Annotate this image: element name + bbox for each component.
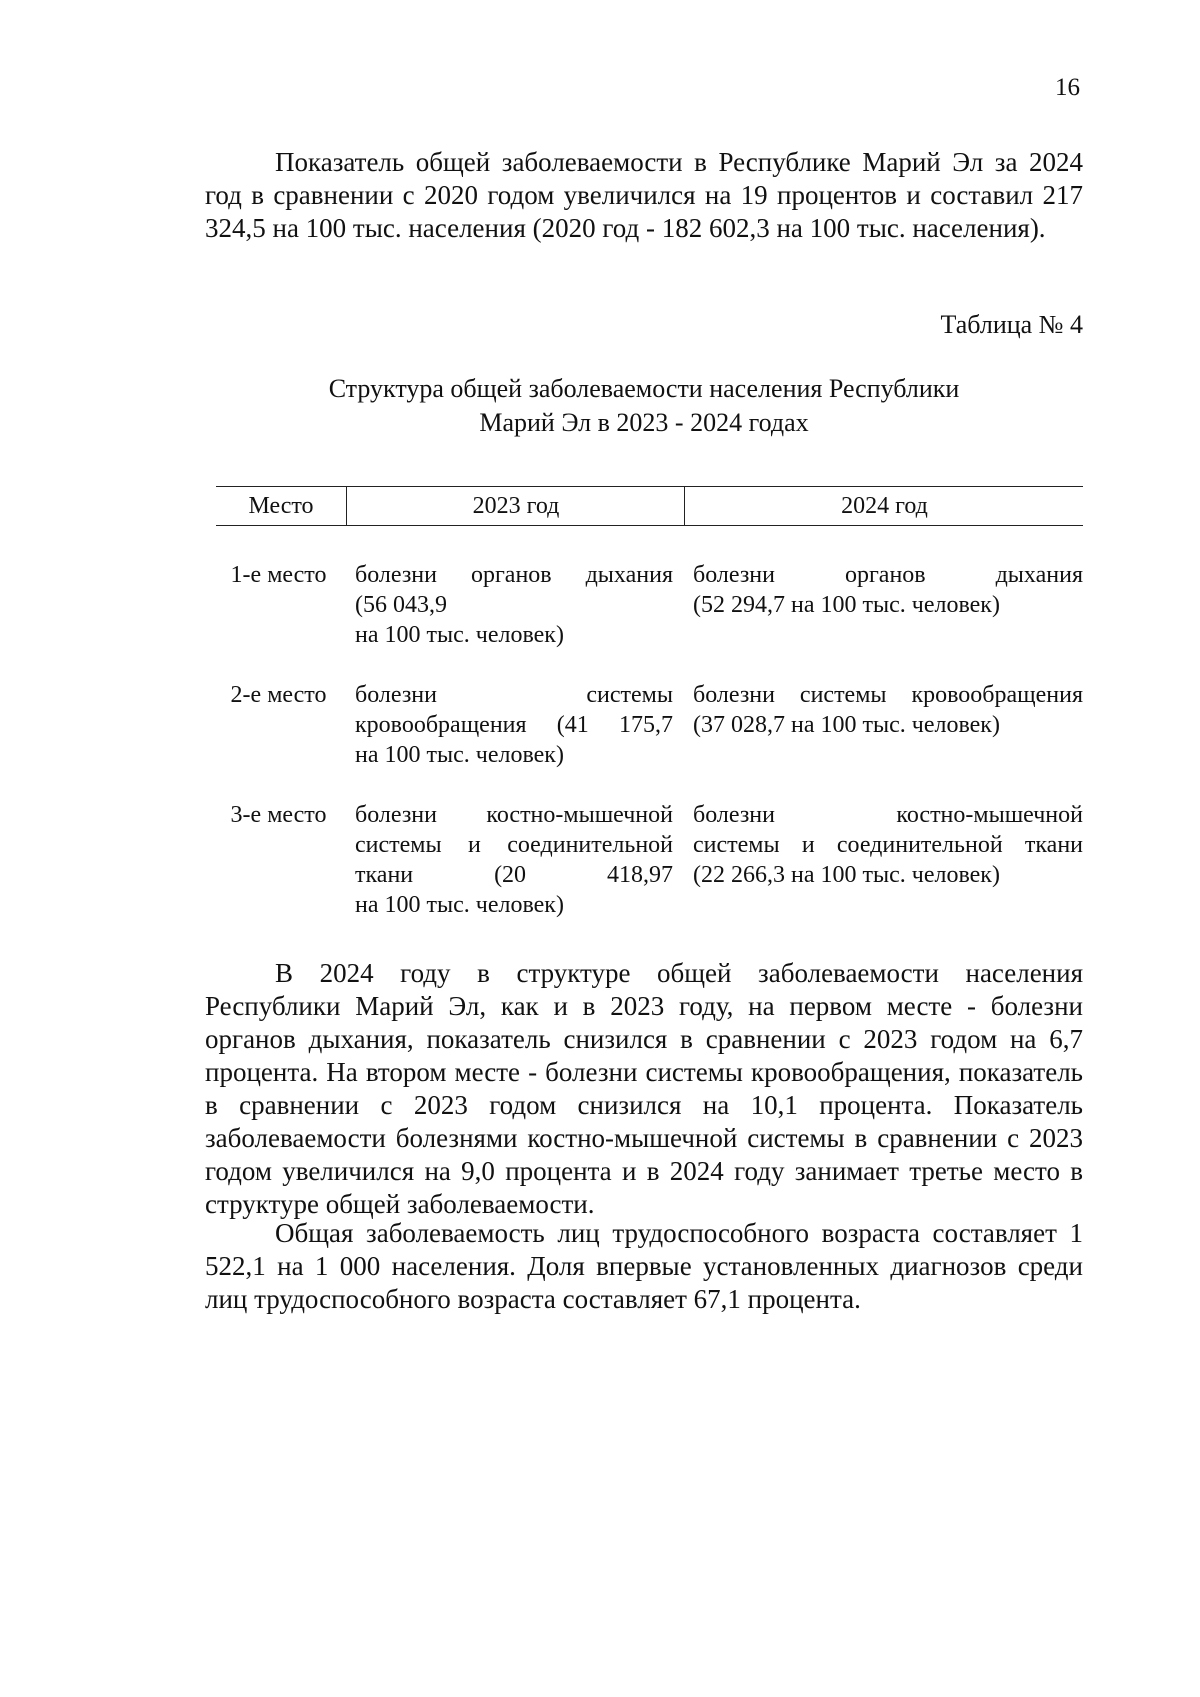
header-place: Место: [248, 493, 314, 519]
table-row: [216, 800, 1083, 940]
cell-line: (56 043,9: [355, 592, 447, 618]
cell-2024: [693, 800, 1083, 890]
cell-line: болезни костно-мышечной: [355, 802, 673, 828]
cell-2024: [693, 560, 1083, 620]
cell-line: на 100 тыс. человек): [355, 892, 564, 918]
cell-line: кровообращения (41 175,7: [355, 712, 673, 738]
cell-2023: [355, 800, 673, 920]
table-reference: Таблица № 4: [940, 310, 1083, 339]
cell-line: на 100 тыс. человек): [355, 742, 564, 768]
header-2023: 2023 год: [346, 487, 685, 525]
paragraph-structure-analysis: В 2024 году в структуре общей заболеваемости населения Республики Марий Эл, как и в 2023 году, на первом месте - болезни органов дыхания, показатель снизился в сравнении с 2023 годом на 6,7 процента. На втором месте - болезни системы кровообращения, показатель в сравнении с 2023 годом снизился на 10,1 процента. Показатель заболеваемости болезнями костно-мышечной системы в сравнении с 2023 годом увеличился на 9,0 процента и в 2024 году занимает третье место в структуре общей заболеваемости.: [205, 958, 1083, 1219]
table-row: [216, 680, 1083, 800]
paragraph-intro: Показатель общей заболеваемости в Республике Марий Эл за 2024 год в сравнении с 2020 годом увеличился на 19 процентов и составил 217 324,5 на 100 тыс. населения (2020 год - 182 602,3 на 100 тыс. населения).: [205, 147, 1083, 243]
cell-line: (37 028,7 на 100 тыс. человек): [693, 712, 1000, 738]
cell-line: ткани (20 418,97: [355, 862, 673, 888]
cell-line: болезни системы кровообращения: [693, 682, 1083, 708]
cell-place: 1-е место: [230, 562, 327, 588]
table-title: [205, 372, 1083, 440]
table-row: [216, 560, 1083, 680]
cell-line: болезни системы: [355, 682, 673, 708]
header-2024: 2024 год: [684, 487, 1084, 525]
cell-line: болезни костно-мышечной: [693, 802, 1083, 828]
cell-place: 2-е место: [230, 682, 327, 708]
cell-line: (52 294,7 на 100 тыс. человек): [693, 592, 1000, 618]
cell-line: системы и соединительной: [355, 832, 673, 858]
table-title-line-2: Марий Эл в 2023 - 2024 годах: [479, 408, 809, 437]
page-number: 16: [1055, 74, 1080, 101]
cell-2024: [693, 680, 1083, 740]
cell-2023: [355, 560, 673, 650]
table-header-row: [216, 486, 1083, 526]
cell-line: системы и соединительной ткани: [693, 832, 1083, 858]
cell-place: 3-е место: [230, 802, 327, 828]
cell-line: болезни органов дыхания: [693, 562, 1083, 588]
paragraph-working-age: Общая заболеваемость лиц трудоспособного возраста составляет 1 522,1 на 1 000 населения. Доля впервые установленных диагнозов среди лиц трудоспособного возраста составляет 67,1 процента.: [205, 1218, 1083, 1314]
cell-line: (22 266,3 на 100 тыс. человек): [693, 862, 1000, 888]
cell-line: болезни органов дыхания: [355, 562, 673, 588]
cell-line: на 100 тыс. человек): [355, 622, 564, 648]
table-title-line-1: Структура общей заболеваемости населения Республики: [328, 374, 960, 403]
cell-2023: [355, 680, 673, 770]
morbidity-structure-table: [216, 486, 1083, 940]
